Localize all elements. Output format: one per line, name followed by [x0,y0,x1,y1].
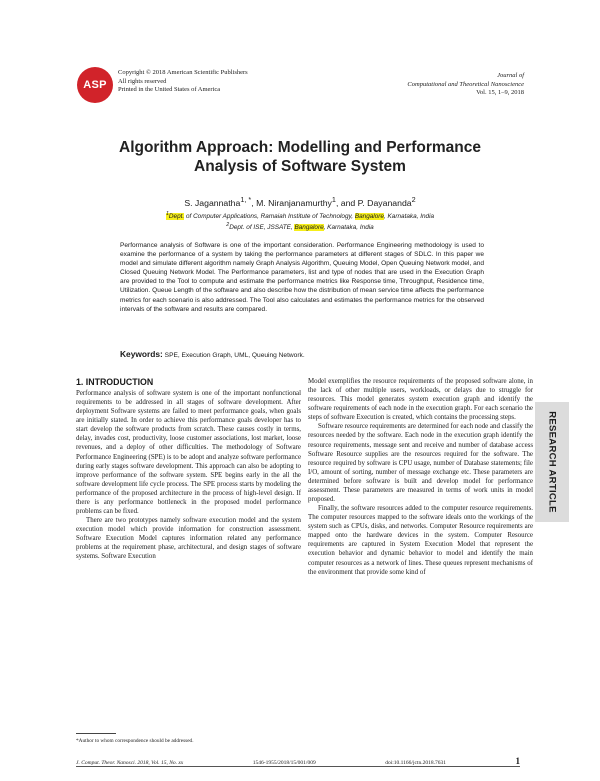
author-list [80,195,520,208]
paragraph: There are two prototypes namely software execution model and the system execution model which provide information for construction assessment. Software Execution Model captures information related any performance problems at the requirement phase, architectural, and design stages of software systems. Software Execution [76,517,301,561]
affiliations [80,210,520,232]
author-name: , and P. Dayananda [335,197,412,208]
footnote-divider [76,733,116,734]
keywords-label: Keywords: [120,349,163,359]
footer-divider [76,766,520,767]
copyright-line: Copyright © 2018 American Scientific Publishers [118,69,248,76]
author-sup: 1, * [240,195,252,204]
page-footer [76,756,520,766]
author-name: , M. Niranjanamurthy [251,197,332,208]
journal-line: Journal of [497,72,524,79]
keywords [120,349,305,359]
page-number: 1 [515,756,520,766]
keywords-text: SPE, Execution Graph, UML, Queuing Network. [164,352,305,359]
paragraph: Model exemplifies the resource requirements of the proposed software alone, in the lack of other multiple users, workloads, or delays due to struggle for resources. This model generates system execution graph and identify the software requirements of each node in the execution graph. For each scenario the steps of software Execution is created, which contains the processing steps. [308,378,533,422]
affil-text: Dept. of ISE, JSSATE, [229,224,295,232]
copyright-line: Printed in the United States of America [118,86,221,94]
footnote: *Author to whom correspondence should be addressed. [76,738,194,744]
journal-info [407,72,524,98]
affil-text: of Computer Applications, Ramaiah Institute of Technology, [184,213,355,221]
paragraph: Software resource requirements are determined for each node and classify the resources needed by the software. Each node in the execution graph identify the resource requirements, message sent and receive and number of database access Software Resource supplies are the resources required for the software. The resource required by software is CPU usage, number of Database statements; file I/O, amount of sorting, number of message exchange etc. These parameters are determined before software is built and develop model for performance assessment. These parameters are measured in terms of work units in model proposed. [308,423,533,504]
title-line: Algorithm Approach: Modelling and Performance [119,139,481,156]
affil-text: , Karnataka, India [383,213,435,221]
author-sup: 2 [411,195,416,204]
author-name: S. Jagannatha [184,197,241,208]
highlight-mark [166,213,184,220]
affil-dept: Dept. [168,213,185,221]
right-column [308,377,533,577]
paper-title [80,138,520,176]
journal-volume: Vol. 15, 1–9, 2018 [476,89,524,97]
copyright-line: All rights reserved [118,77,167,85]
left-column [76,377,301,561]
author-sup: 1 [331,195,336,204]
affil-sup: 2 [226,222,230,229]
title-line: Analysis of Software System [194,158,406,175]
footer-journal: J. Comput. Theor. Nanosci. 2018, Vol. 15, No. xx [76,760,184,766]
research-article-tab [535,402,569,522]
copyright-notice [118,69,248,95]
affil-text: , Karnataka, India [323,224,374,232]
publisher-logo-text: ASP [83,79,107,91]
affil-city-highlight: Bangalore [294,224,324,232]
paragraph: Performance analysis of software system is one of the important nonfunctional requirements to be addressed in all stages of software development. After deployment Software systems are failed to meet performance goals, when goals are initially stated. In order to achieve this performance goals developer has to start develop the software products from scratch. These causes costly in terms, delay, invades cost, productivity, loose customer associations, lost market, loose revenues, and a deploy of other difficulties. The methodology of Software Performance Engineering (SPE) is to be adopt and analyze software performance during early stages software development. This approach can also be adopting to improve performance of the software system. SPE begins early in the all the software development life cycle process. The SPE process starts by modeling the performance of the proposed architecture in the process of high-level design. If there is any performance bottleneck in the proposed model performance problems can be fixed. [76,390,301,516]
affiliation-2 [80,221,520,232]
publisher-logo [77,67,113,103]
journal-name: Computational and Theoretical Nanoscience [407,80,524,88]
section-heading: 1. INTRODUCTION [76,377,154,387]
paragraph: Finally, the software resources added to the computer resource requirements. The computer resources mapped to the software ideals onto the workings of the system such as CPUs, disks, and networks. Computer Resource requirements are mapped onto the hardware devices in the system. Computer Resource requirements are captured in System Execution Model that represent the execution behavior and dynamic behavior to model and identify the main computer resources as a network of lines. These queues represent mechanisms of the environment that provide some kind of [308,505,533,576]
affil-city-highlight: Bangalore [354,213,384,221]
affiliation-1 [80,210,520,221]
affil-sup: 1 [165,211,169,217]
abstract: Performance analysis of Software is one of the important consideration. Performance Engineering methodology is used to examine the performance of a system by taking the performance parameters at different stages of SDLC. In this paper we model and simulate different algorithm namely Graph Analysis Algorithm, Queuing Model, Open Queuing Network model, and Closed Queuing Network Model. The Performance parameters, list and type of nodes that are used in the Execution Graph are provided to the Tool to compute and estimate the performance metrics like Response time, Throughput, Residence time, Utilization. Queue Length of the software and also describe how the distribution of mean service time affects the performance metrics for each scenario is also addressed. The Tool also calculates and estimates the performance metrics for the observed intervals of the software and results are compared. [120,242,484,313]
footer-issn: 1546-1955/2018/15/001/009 [252,760,316,766]
side-tab-label: RESEARCH ARTICLE [546,411,558,513]
footer-doi: doi:10.1166/jctn.2018.7631 [385,760,446,766]
